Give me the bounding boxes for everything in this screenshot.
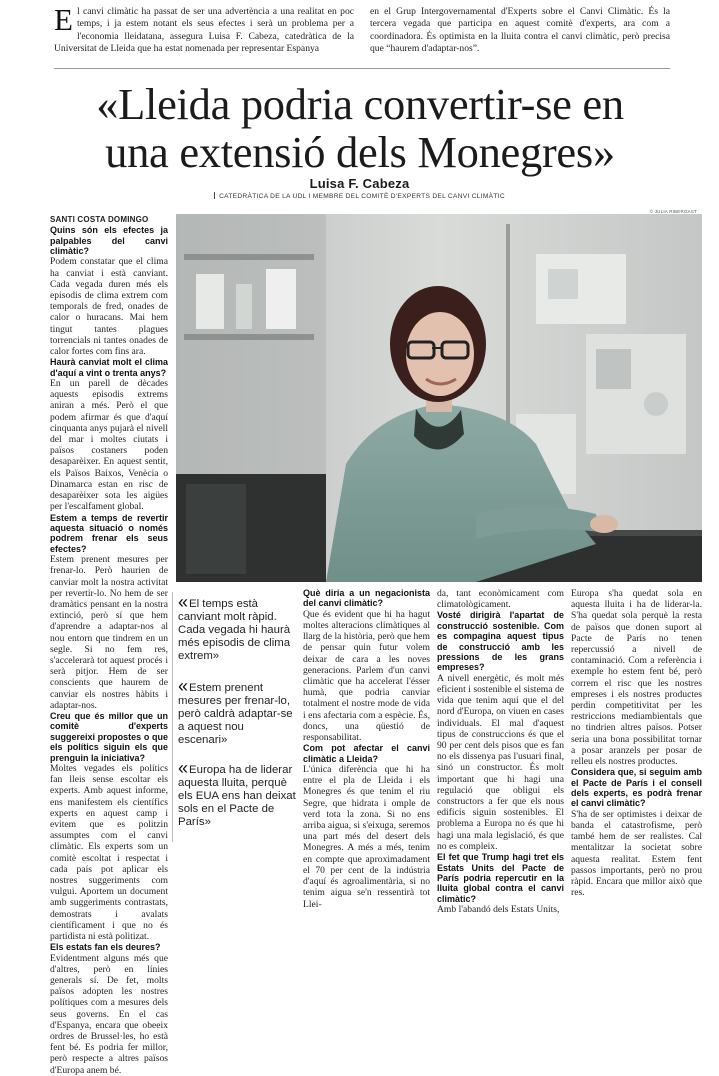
- question: Els estats fan els deures?: [50, 942, 161, 953]
- answer: Evidentment alguns més que d'altres, però en línies generals sí. De fet, molts països adopten les nostres polítiques com a mesures dels seus governs. En el cas d'Espanya, encara que obeeix ordres de Brussel·les, ho està fent bé. Es podria fer millor, però respecte a altres països d'Europa anem bé.: [50, 952, 168, 1076]
- photo-credit: © JULIA RIBERGAST: [649, 209, 697, 214]
- column-5: [571, 588, 702, 899]
- question: Quins són els efectes ja palpables del canvi climàtic?: [50, 225, 168, 257]
- intro-right-column: en el Grup Intergovernamental d'Experts sobre el Canvi Climàtic. És la tercera vegada que participa en aquest comitè d'experts, ara com a coordinadora. És optimista en la lluita contra el canvi climàtic, però precisa que “haurem d'adaptar-nos”.: [370, 6, 670, 55]
- answer: Amb l'abandó dels Estats Units,: [437, 904, 560, 916]
- quote-mark: «: [178, 758, 189, 778]
- answer: Podem constatar que el clima ha canviat i està canviant. Cada vegada duren més els episodis de clima extrem com temporals de fred, onades de calor o huracans. Mai hem tingut tantes plagues torrencials ni tantes onades de calor fortes com fins ara.: [50, 256, 168, 358]
- question: Vosté dirigirà l'apartat de construcció sostenible. Com es compagina aquest tipus de construcció amb les pressions de les grans empreses?: [437, 610, 564, 673]
- quote-mark: «: [178, 676, 189, 696]
- author: SANTI COSTA DOMINGO: [50, 215, 149, 224]
- portrait-photo: [176, 214, 702, 582]
- intro-left-column: El canvi climàtic ha passat de ser una advertència a una realitat en poc temps, i ja estem notant els seus efectes i serà un problema per a l'economia lleidatana, assegura Luisa F. Cabeza, catedràtica de la Universitat de Lleida que ha estat nomenada per representar Espanya: [54, 2, 354, 55]
- answer: Que és evident que hi ha hagut moltes alteracions climàtiques al llarg de la història, però que hem de pensar quin futur volem deixar de cara a les noves generacions. Parlem d'un canvi climàtic que ha accelerat l'ésser humà, que podria canviar totalment el nostre mode de vida i ens afectaria com a espècie. És, doncs, una qüestió de responsabilitat.: [303, 608, 430, 744]
- interviewee-role: CATEDRÀTICA DE LA UDL I MEMBRE DEL COMITÈ D'EXPERTS DEL CANVI CLIMÀTIC: [0, 192, 719, 200]
- column-4: [437, 588, 564, 916]
- quote-mark: «: [178, 592, 189, 612]
- column-1: [50, 214, 168, 1076]
- pull-quote: «El temps està canviant molt ràpid. Cada vegada hi haurà més episodis de clima extrem»: [178, 592, 291, 662]
- question: Què diria a un negacionista del canvi climàtic?: [303, 588, 430, 609]
- question: Com pot afectar el canvi climàtic a Lleida?: [303, 743, 430, 764]
- headline-line-1: «Lleida podria convertir-se en: [96, 79, 624, 129]
- interviewee-name: Luisa F. Cabeza: [309, 176, 410, 191]
- answer: L'única diferència que hi ha entre el pla de Lleida i els Monegres és que tenim el riu Segre, que hidrata i omple de verd tota la zona. Si no ens arriba aigua, si s'eixuga, seremos una part més del desert dels Monegres. A més a més, tenim en compte que aproximadament el 70 per cent de la indústria d'aquí és agroalimentària, si no tenim aigua se'n ressentirà tot Llei-: [303, 764, 430, 910]
- headline-line-2: una extensió dels Monegres»: [105, 127, 615, 177]
- answer: Estem prenent mesures per frenar-lo. Però haurien de canviar molt la nostra activitat per revertir-lo. No hem de ser dramàtics pensant en la nostra extinció, però sí que hem d'aprendre a adaptar-nos al nou entorn que tindrem en un segle. Si no fem res, s'accelerarà tot aquest procés i serà pitjor. Hem de ser conscients que haurem de canviar els nostres hàbits i adaptar-nos.: [50, 554, 168, 711]
- question: Considera que, si seguim amb el Pacte de París i el consell dels experts, es podrà frenar el canvi climàtic?: [571, 767, 702, 809]
- question: Haurà canviat molt el clima d'aquí a vint o trenta anys?: [50, 357, 168, 378]
- question: El fet que Trump hagi tret els Estats Units del Pacte de París podria repercutir en la lluita global contra el canvi climàtic?: [437, 852, 564, 904]
- pull-quote: «Estem prenent mesures per frenar-lo, però caldrà adaptar-se a aquest nou escenari»: [178, 676, 293, 746]
- answer: En un parell de dècades aquests episodis extrems aniran a més. Però el que podem afirmar és que d'aquí cinquanta anys pujarà el nivell del mar i moltes ciutats i països costaners poden desaparèixer. En aquest sentit, els Països Baixos, Venècia o Dinamarca estan en risc de desaparèixer sota les aigües per l'escalfament global.: [50, 378, 168, 513]
- column-divider: [172, 592, 173, 842]
- drop-cap: E: [54, 2, 73, 37]
- portrait-illustration: [176, 214, 702, 582]
- answer: Moltes vegades els polítics fan lleis sense escoltar els experts. Amb aquest informe, ens manifestem els científics experts en aquest camp i evitem que es politzin assumptes com el canvi climàtic. Els experts som un comitè escoltat i respectat i cada país pot aplicar els nostres suggeriments com vulgui. Aportem un document amb suggeriments contrastats, demostrats i avalats científicament i que no és partidista ni està politizat.: [50, 763, 168, 943]
- question: Creu que és millor que un comitè d'experts suggereixi propostes o que els polítics siguin els que prenguin la iniciativa?: [50, 710, 168, 763]
- headline: [30, 80, 690, 176]
- divider: [214, 192, 215, 199]
- divider: [54, 68, 670, 69]
- answer: da, tant econòmicament com climatològicament.: [437, 588, 564, 611]
- answer: S'ha de ser optimistes i deixar de banda el catastrofisme, però també hem de ser realistes. Cal mentalitzar la societat sobre aquesta realitat. Estem fent passos importants, però no prou ràpid. Encara que millor això que res.: [571, 808, 702, 899]
- answer: Europa s'ha quedat sola en aquesta lluita i ha de liderar-la. S'ha quedat sola perquè la resta de països que donen suport al Pacte de París no tenen repercussió a nivell de contaminació. Com a referència i exemple ho estem fent bé, però correm el risc que les nostres empreses i els nostres productes perdin competitivitat per les restriccions mediambientals que no tindrien altres països. Potser seria una bona possibilitat tornar a posar aranzels per posar de relleu els nostres productes.: [571, 588, 702, 768]
- answer: A nivell energètic, és molt més eficient i sostenible el sistema de vida que tenim aquí que el del nord d'Europa, on viuen en cases individuals. El mal d'aquest tipus de construccions és que el 90 per cent dels pisos que es fan no els dissenya pas l'usuari final, sinó un constructor. És molt important que hi hagi una regulació que obligui els constructors a fer que els nous edificis siguin sostenibles. El problema a Europa no és que hi hagi una mala legislació, és que no es compleix.: [437, 672, 564, 852]
- intro-lead: [54, 2, 670, 64]
- column-3: [303, 588, 430, 910]
- pull-quote: «Europa ha de liderar aquesta lluita, perquè els EUA ens han deixat sols en el Pacte de París»: [178, 758, 296, 828]
- question: Estem a temps de revertir aquesta situació o només podrem frenar els seus efectes?: [50, 512, 168, 554]
